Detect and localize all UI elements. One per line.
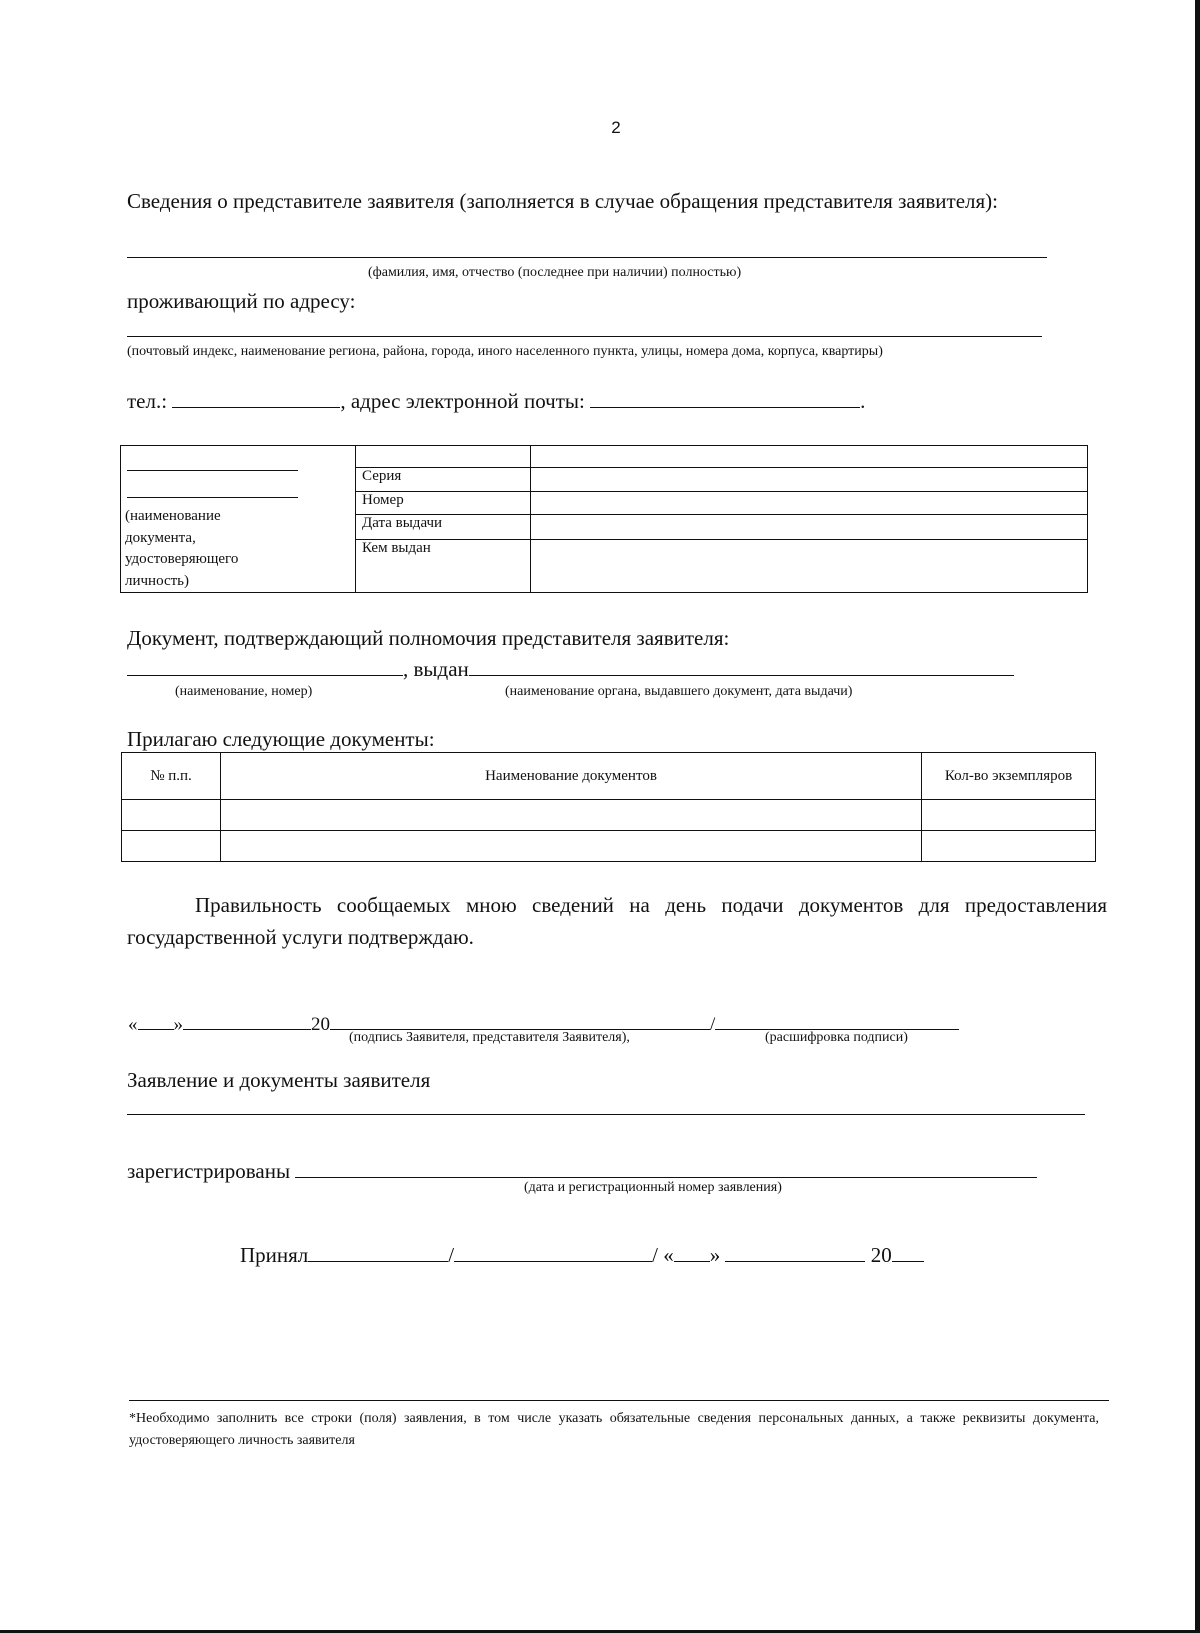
series-label: Серия (356, 468, 531, 492)
col-num-header: № п.п. (122, 753, 221, 800)
signature-caption: (подпись Заявителя, представителя Заявителя), (349, 1030, 630, 1045)
issued-by-value[interactable] (531, 539, 1088, 592)
attach-row-2-name[interactable] (221, 831, 922, 862)
attach-heading: Прилагаю следующие документы: (127, 727, 435, 751)
address-line[interactable] (127, 336, 1042, 337)
issued-by-label: Кем выдан (356, 539, 531, 592)
doc-type-line-2 (127, 497, 298, 498)
address-caption: (почтовый индекс, наименование региона, района, города, иного населенного пункта, улицы, номера дома, корпуса, квартиры) (127, 344, 883, 359)
attach-row-1-num[interactable] (122, 800, 221, 831)
signature-decode-caption: (расшифровка подписи) (765, 1030, 908, 1045)
accepted-label: Принял (240, 1243, 309, 1267)
issue-date-value[interactable] (531, 515, 1088, 539)
number-label: Номер (356, 492, 531, 515)
app-docs-line[interactable] (127, 1114, 1085, 1115)
id-empty-value[interactable] (531, 446, 1088, 468)
authority-doc-field[interactable] (127, 655, 403, 676)
attach-row-1-name[interactable] (221, 800, 922, 831)
id-doc-type-cell[interactable] (121, 446, 356, 593)
slash: / (710, 1014, 716, 1035)
col-name-header: Наименование документов (221, 753, 922, 800)
signature-field[interactable] (330, 1009, 710, 1030)
page-number: 2 (611, 118, 621, 137)
email-end: . (860, 389, 866, 413)
accepted-day-field[interactable] (674, 1241, 710, 1262)
registered-field[interactable] (295, 1157, 1037, 1178)
signature-decode-field[interactable] (715, 1009, 959, 1030)
year-prefix: 20 (311, 1014, 330, 1035)
month-field[interactable] (183, 1009, 311, 1030)
email-field[interactable] (590, 387, 860, 408)
id-document-table (120, 445, 1088, 593)
number-value[interactable] (531, 492, 1088, 515)
attach-row-1-count[interactable] (922, 800, 1096, 831)
phone-label: тел.: (127, 389, 168, 413)
date-open: « (128, 1014, 138, 1035)
accepted-year-prefix: 20 (870, 1243, 892, 1267)
accepted-slash-1: / (448, 1243, 455, 1267)
registered-label: зарегистрированы (127, 1159, 291, 1183)
accepted-slash-2: / (652, 1243, 658, 1267)
address-label: проживающий по адресу: (127, 289, 356, 313)
id-empty-label (356, 446, 531, 468)
app-docs-label: Заявление и документы заявителя (127, 1068, 431, 1092)
doc-type-line-1 (127, 470, 298, 471)
registered-caption: (дата и регистрационный номер заявления) (524, 1180, 782, 1195)
authority-caption-right: (наименование органа, выдавшего документ, дата выдачи) (505, 684, 853, 699)
attach-row-2-count[interactable] (922, 831, 1096, 862)
accepted-year-field[interactable] (892, 1241, 924, 1262)
authority-row (127, 655, 1014, 682)
doc-type-caption: (наименование документа, удостоверяющего личность) (125, 508, 239, 589)
authority-heading: Документ, подтверждающий полномочия представителя заявителя: (127, 626, 730, 650)
accepted-date-close: » (709, 1243, 721, 1267)
page-edge-right (1195, 0, 1200, 1633)
accepted-date-open: « (663, 1243, 674, 1267)
phone-field[interactable] (172, 387, 340, 408)
representative-heading: Сведения о представителе заявителя (заполняется в случае обращения представителя заявителя): (127, 189, 998, 213)
accepted-signature-field[interactable] (308, 1241, 448, 1262)
accepted-row (240, 1241, 924, 1268)
attach-row-2-num[interactable] (122, 831, 221, 862)
accepted-month-field[interactable] (725, 1241, 865, 1262)
fio-line[interactable] (127, 257, 1047, 258)
issued-label: , выдан (403, 657, 469, 681)
attachments-table (121, 752, 1096, 862)
email-label: , адрес электронной почты: (340, 389, 585, 413)
authority-issuer-field[interactable] (469, 655, 1014, 676)
series-value[interactable] (531, 468, 1088, 492)
authority-caption-left: (наименование, номер) (175, 684, 313, 699)
contacts-row (127, 387, 865, 414)
col-count-header: Кол-во экземпляров (922, 753, 1096, 800)
date-close: » (173, 1014, 183, 1035)
day-field[interactable] (138, 1009, 174, 1030)
footnote: *Необходимо заполнить все строки (поля) заявления, в том числе указать обязательные сведения персональных данных, а также реквизиты документа, удостоверяющего личность заявителя (129, 1411, 1099, 1448)
accepted-name-field[interactable] (454, 1241, 652, 1262)
fio-caption: (фамилия, имя, отчество (последнее при наличии) полностью) (368, 265, 742, 280)
issue-date-label: Дата выдачи (356, 515, 531, 539)
footnote-separator (129, 1400, 1109, 1401)
confirm-text: Правильность сообщаемых мною сведений на день подачи документов для предоставления государственной услуги подтверждаю. (127, 893, 1107, 949)
